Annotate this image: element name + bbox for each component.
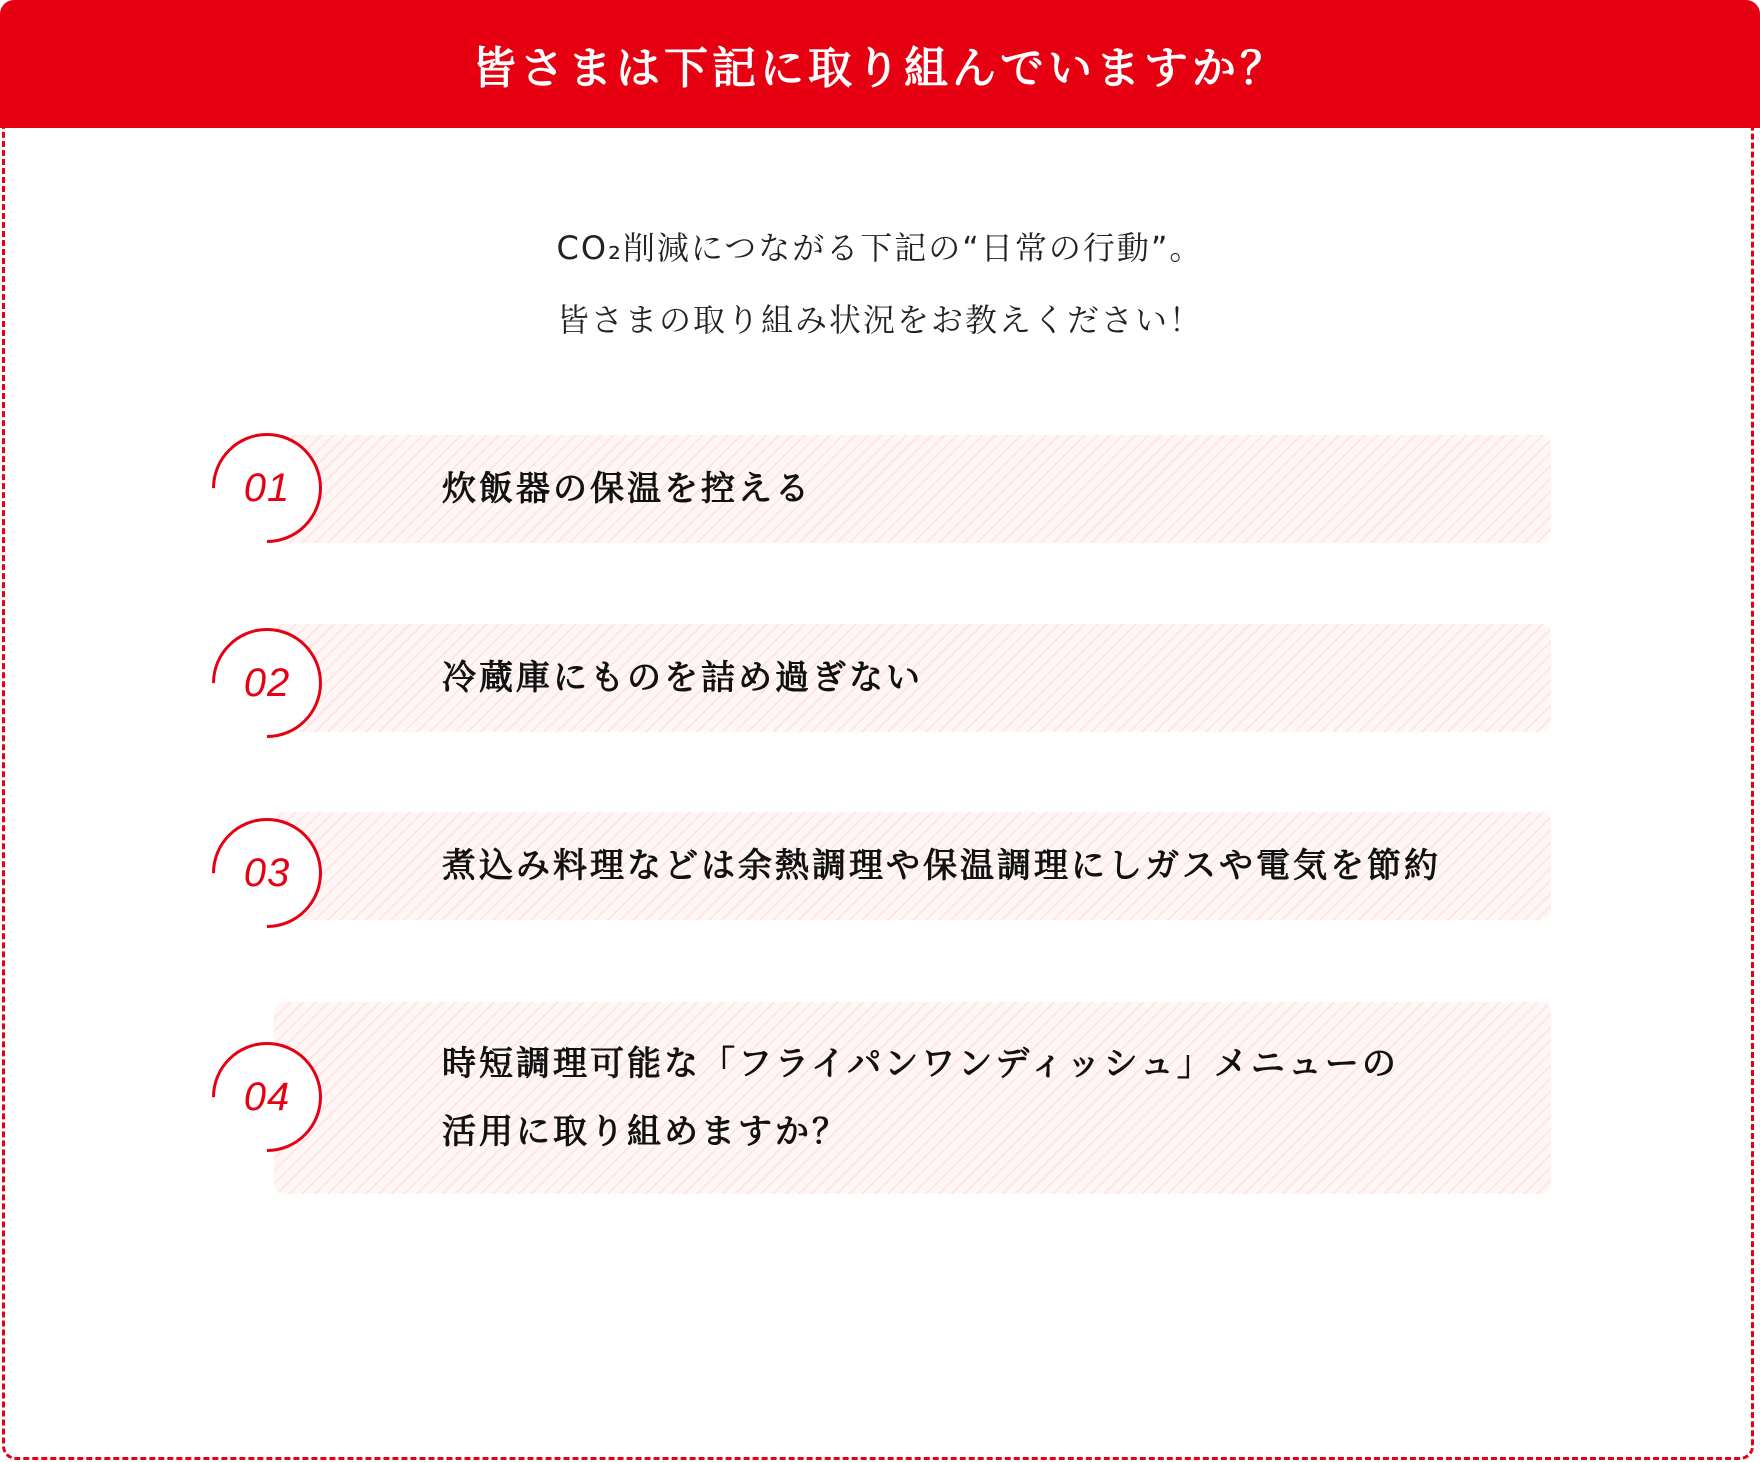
item-number: 03 [243, 850, 291, 895]
intro-line-2: 皆さまの取り組み状況をお教えください！ [556, 301, 1203, 339]
header-banner [0, 0, 1760, 128]
item-label-line: 活用に取り組めますか？ [442, 1112, 849, 1152]
item-label-line: 時短調理可能な「フライパンワンディッシュ」メニューの [442, 1044, 1399, 1084]
item-number: 01 [243, 465, 291, 510]
item-label [442, 644, 923, 712]
intro-text [0, 212, 1760, 356]
item-label-line: 冷蔵庫にものを詰め過ぎない [442, 658, 923, 698]
item-number: 04 [243, 1074, 291, 1119]
item-label [442, 455, 812, 523]
item-label-line: 炊飯器の保温を控える [442, 469, 812, 509]
item-label [442, 832, 1441, 900]
item-number: 02 [243, 660, 291, 705]
intro-line-1: CO₂削減につながる下記の“日常の行動”。 [556, 229, 1204, 267]
page-title: 皆さまは下記に取り組んでいますか？ [472, 43, 1288, 94]
item-label-line: 煮込み料理などは余熱調理や保温調理にしガスや電気を節約 [442, 846, 1441, 886]
item-label [442, 1030, 1399, 1166]
